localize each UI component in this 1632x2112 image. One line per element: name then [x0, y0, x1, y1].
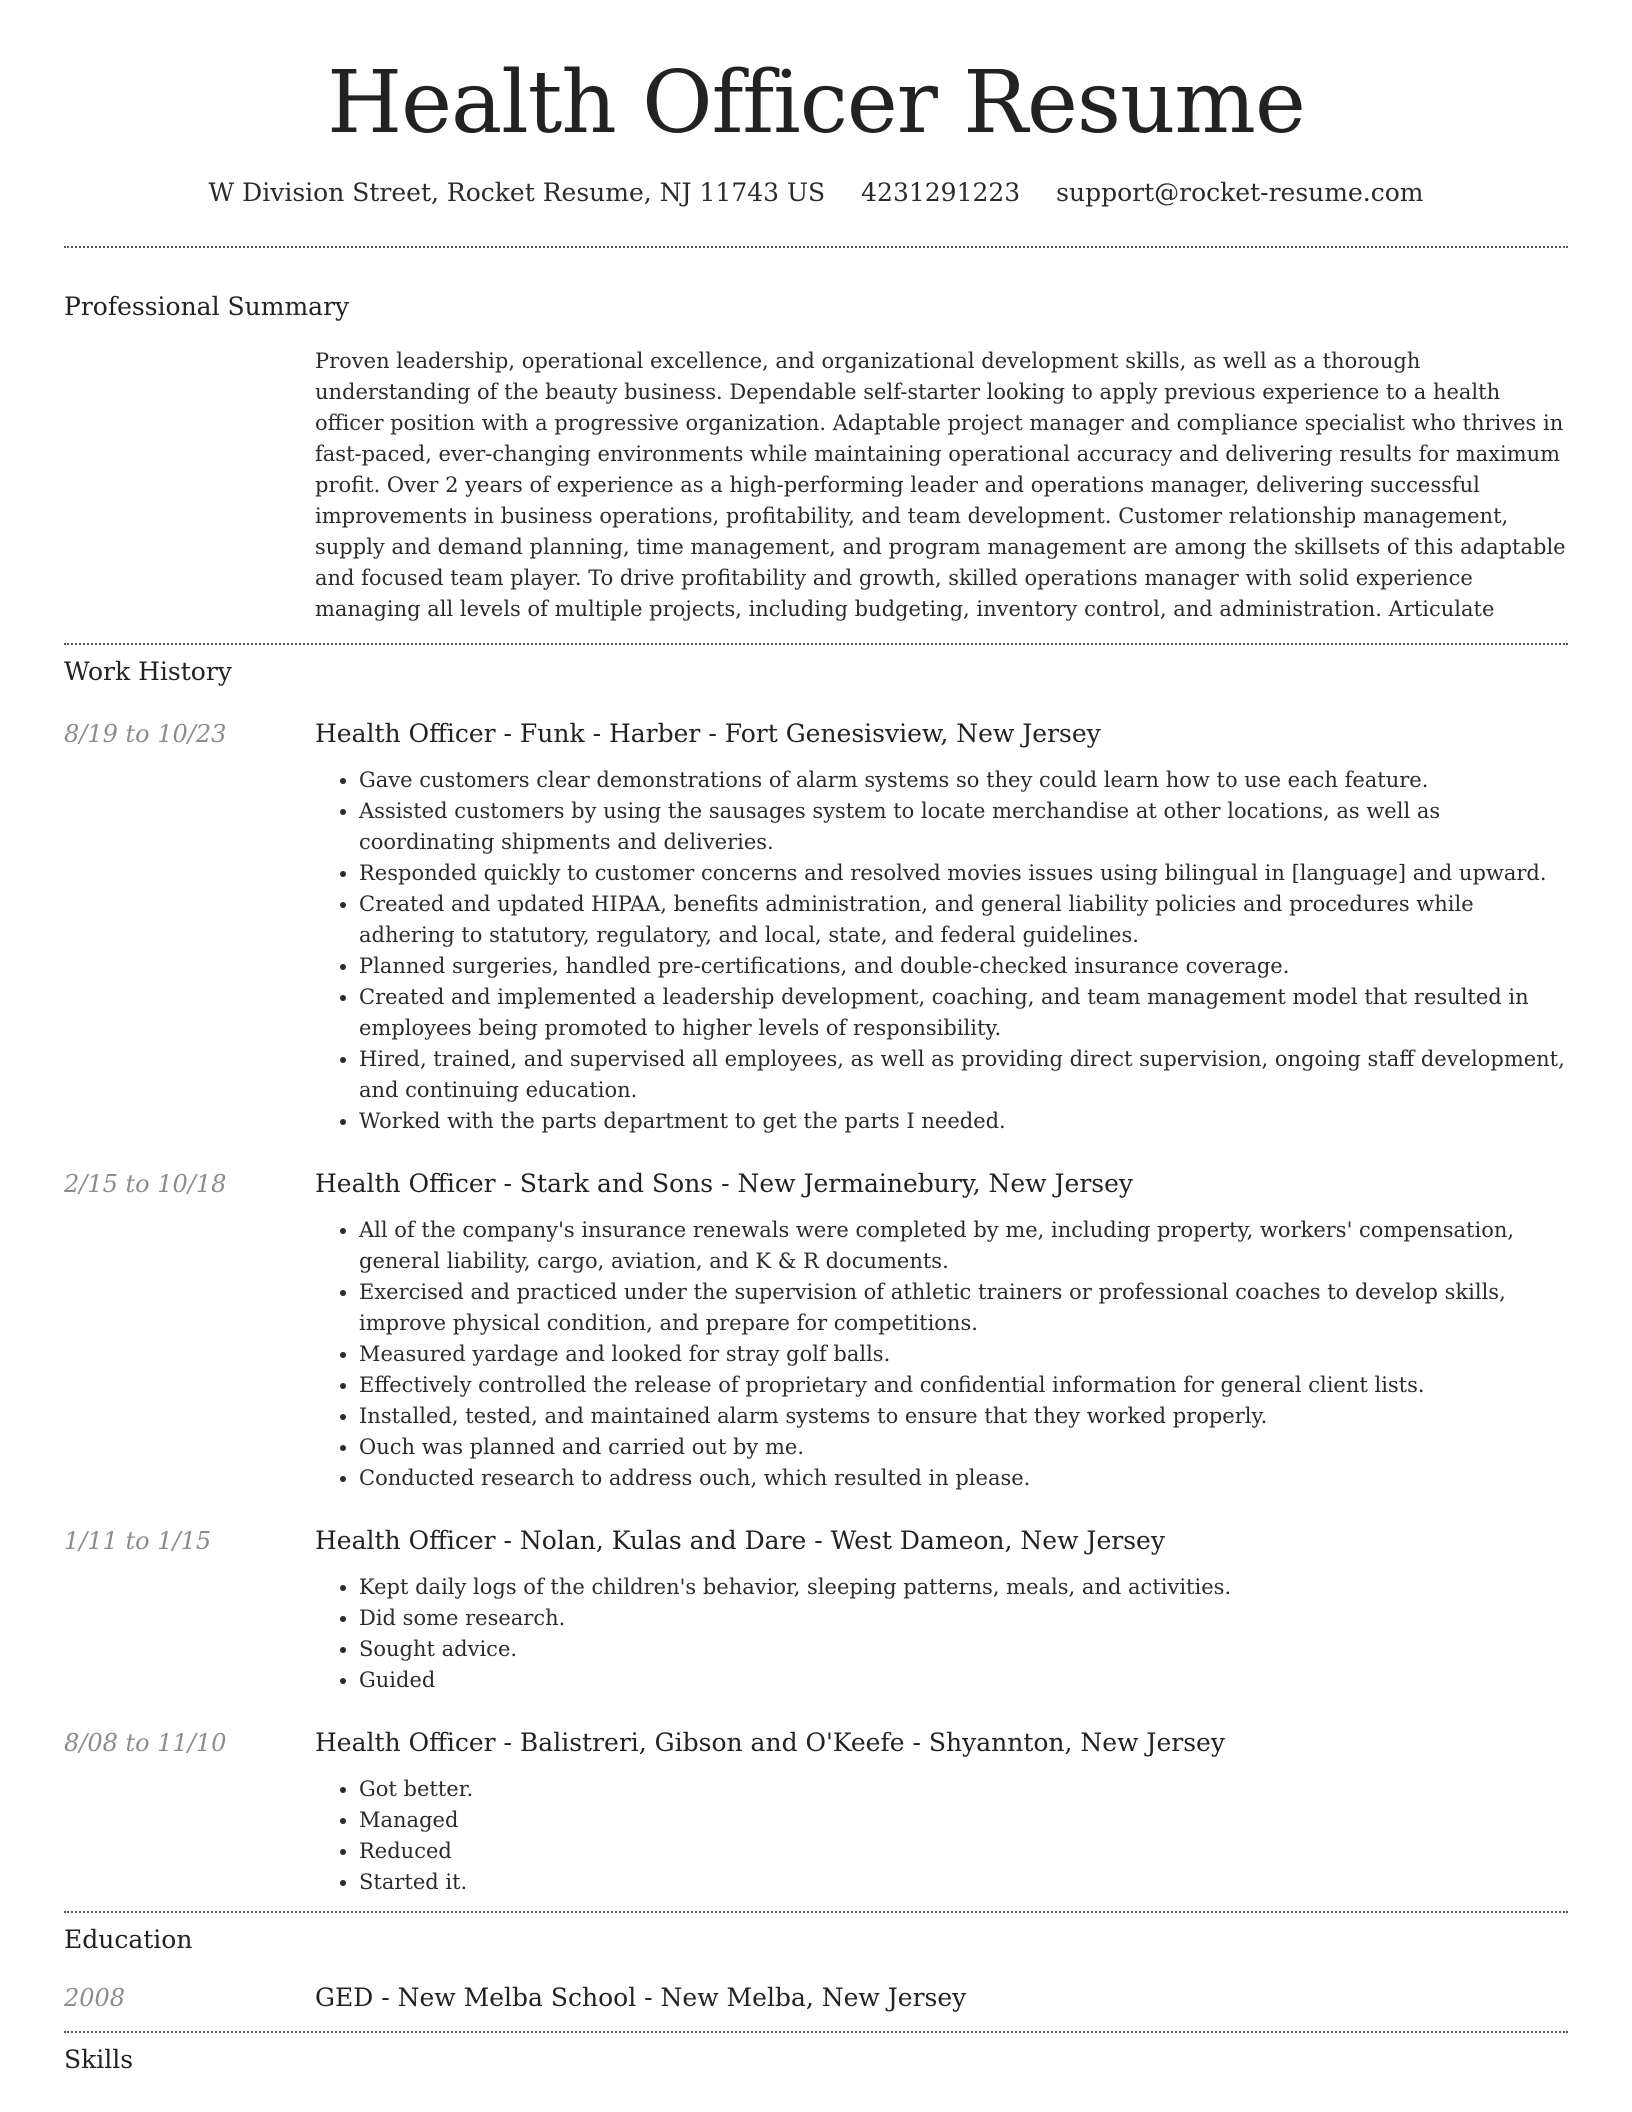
work-history-heading: Work History: [64, 657, 232, 686]
job-bullet: • Worked with the parts department to get the parts I needed.: [359, 1106, 1567, 1137]
education-details: GED - New Melba School - New Melba, New Jersey: [315, 1983, 967, 2012]
section-divider: [64, 1911, 1568, 1913]
job-dates: 8/08 to 11/10: [64, 1729, 227, 1757]
job-entry: [64, 1524, 1568, 1696]
contact-line: [64, 176, 1568, 210]
job-bullet: • Responded quickly to customer concerns and resolved movies issues using bilingual in [language] and upward.: [359, 858, 1567, 889]
job-bullet: • Reduced: [359, 1836, 1567, 1867]
job-bullet: • Ouch was planned and carried out by me.: [359, 1432, 1567, 1463]
job-bullet: • Measured yardage and looked for stray golf balls.: [359, 1339, 1567, 1370]
job-bullets: [315, 1572, 1567, 1696]
job-title: Health Officer - Stark and Sons - New Jermainebury, New Jersey: [315, 1169, 1134, 1198]
job-bullet: • Got better.: [359, 1774, 1567, 1805]
job-bullet: • Planned surgeries, handled pre-certifications, and double-checked insurance coverage.: [359, 951, 1567, 982]
skills-heading: Skills: [64, 2045, 134, 2074]
job-bullet: • Conducted research to address ouch, which resulted in please.: [359, 1463, 1567, 1494]
job-bullet: • Assisted customers by using the sausages system to locate merchandise at other locations, as well as coordinating shipments and deliveries.: [359, 796, 1567, 858]
job-bullet: • Gave customers clear demonstrations of alarm systems so they could learn how to use each feature.: [359, 765, 1567, 796]
section-divider: [64, 246, 1568, 248]
job-bullet: • Started it.: [359, 1867, 1567, 1898]
job-entry: [64, 1167, 1568, 1494]
job-bullet: • Hired, trained, and supervised all employees, as well as providing direct supervision, ongoing staff development, and continuing education.: [359, 1044, 1567, 1106]
summary-heading: Professional Summary: [64, 292, 350, 321]
job-dates: 1/11 to 1/15: [64, 1527, 212, 1555]
job-bullet: • Guided: [359, 1665, 1567, 1696]
job-bullet: • Created and implemented a leadership development, coaching, and team management model that resulted in employees being promoted to higher levels of responsibility.: [359, 982, 1567, 1044]
education-entry: [64, 1981, 1568, 2015]
job-title: Health Officer - Balistreri, Gibson and O'Keefe - Shyannton, New Jersey: [315, 1728, 1225, 1757]
job-title: Health Officer - Funk - Harber - Fort Genesisview, New Jersey: [315, 719, 1101, 748]
job-dates: 8/19 to 10/23: [64, 720, 227, 748]
job-bullet: • Did some research.: [359, 1603, 1567, 1634]
job-dates: 2/15 to 10/18: [64, 1170, 227, 1198]
job-bullet: • All of the company's insurance renewals were completed by me, including property, workers' compensation, general liability, cargo, aviation, and K & R documents.: [359, 1215, 1567, 1277]
job-bullets: [315, 1215, 1567, 1494]
contact-address: W Division Street, Rocket Resume, NJ 11743 US: [208, 178, 826, 207]
education-year: 2008: [64, 1984, 126, 2012]
job-bullet: • Sought advice.: [359, 1634, 1567, 1665]
contact-email: support@rocket-resume.com: [1056, 178, 1424, 207]
summary-text: Proven leadership, operational excellence, and organizational development skills, as well as a thorough understanding of the beauty business. Dependable self-starter looking to apply previous experience to a health officer position with a progressive organization. Adaptable project manager and compliance specialist who thrives in fast-paced, ever-changing environments while maintaining operational accuracy and delivering results for maximum profit. Over 2 years of experience as a high-performing leader and operations manager, delivering successful improvements in business operations, profitability, and team development. Customer relationship management, supply and demand planning, time management, and program management are among the skillsets of this adaptable and focused team player. To drive profitability and growth, skilled operations manager with solid experience managing all levels of multiple projects, including budgeting, inventory control, and administration. Articulate: [315, 349, 1566, 621]
education-heading: Education: [64, 1925, 193, 1954]
job-bullets: [315, 1774, 1567, 1898]
job-bullet: • Kept daily logs of the children's behavior, sleeping patterns, meals, and activities.: [359, 1572, 1567, 1603]
job-bullet: • Managed: [359, 1805, 1567, 1836]
contact-phone: 4231291223: [861, 178, 1021, 207]
job-bullet: • Exercised and practiced under the supervision of athletic trainers or professional coaches to develop skills, improve physical condition, and prepare for competitions.: [359, 1277, 1567, 1339]
job-bullet: • Created and updated HIPAA, benefits administration, and general liability policies and procedures while adhering to statutory, regulatory, and local, state, and federal guidelines.: [359, 889, 1567, 951]
job-entry: [64, 717, 1568, 1137]
job-entry: [64, 1726, 1568, 1898]
job-title: Health Officer - Nolan, Kulas and Dare - West Dameon, New Jersey: [315, 1526, 1165, 1555]
resume-page: [64, 0, 1568, 2077]
section-divider: [64, 643, 1568, 645]
job-bullet: • Effectively controlled the release of proprietary and confidential information for general client lists.: [359, 1370, 1567, 1401]
section-divider: [64, 2031, 1568, 2033]
job-bullets: [315, 765, 1567, 1137]
resume-title: Health Officer Resume: [327, 53, 1305, 153]
job-bullet: • Installed, tested, and maintained alarm systems to ensure that they worked properly.: [359, 1401, 1567, 1432]
